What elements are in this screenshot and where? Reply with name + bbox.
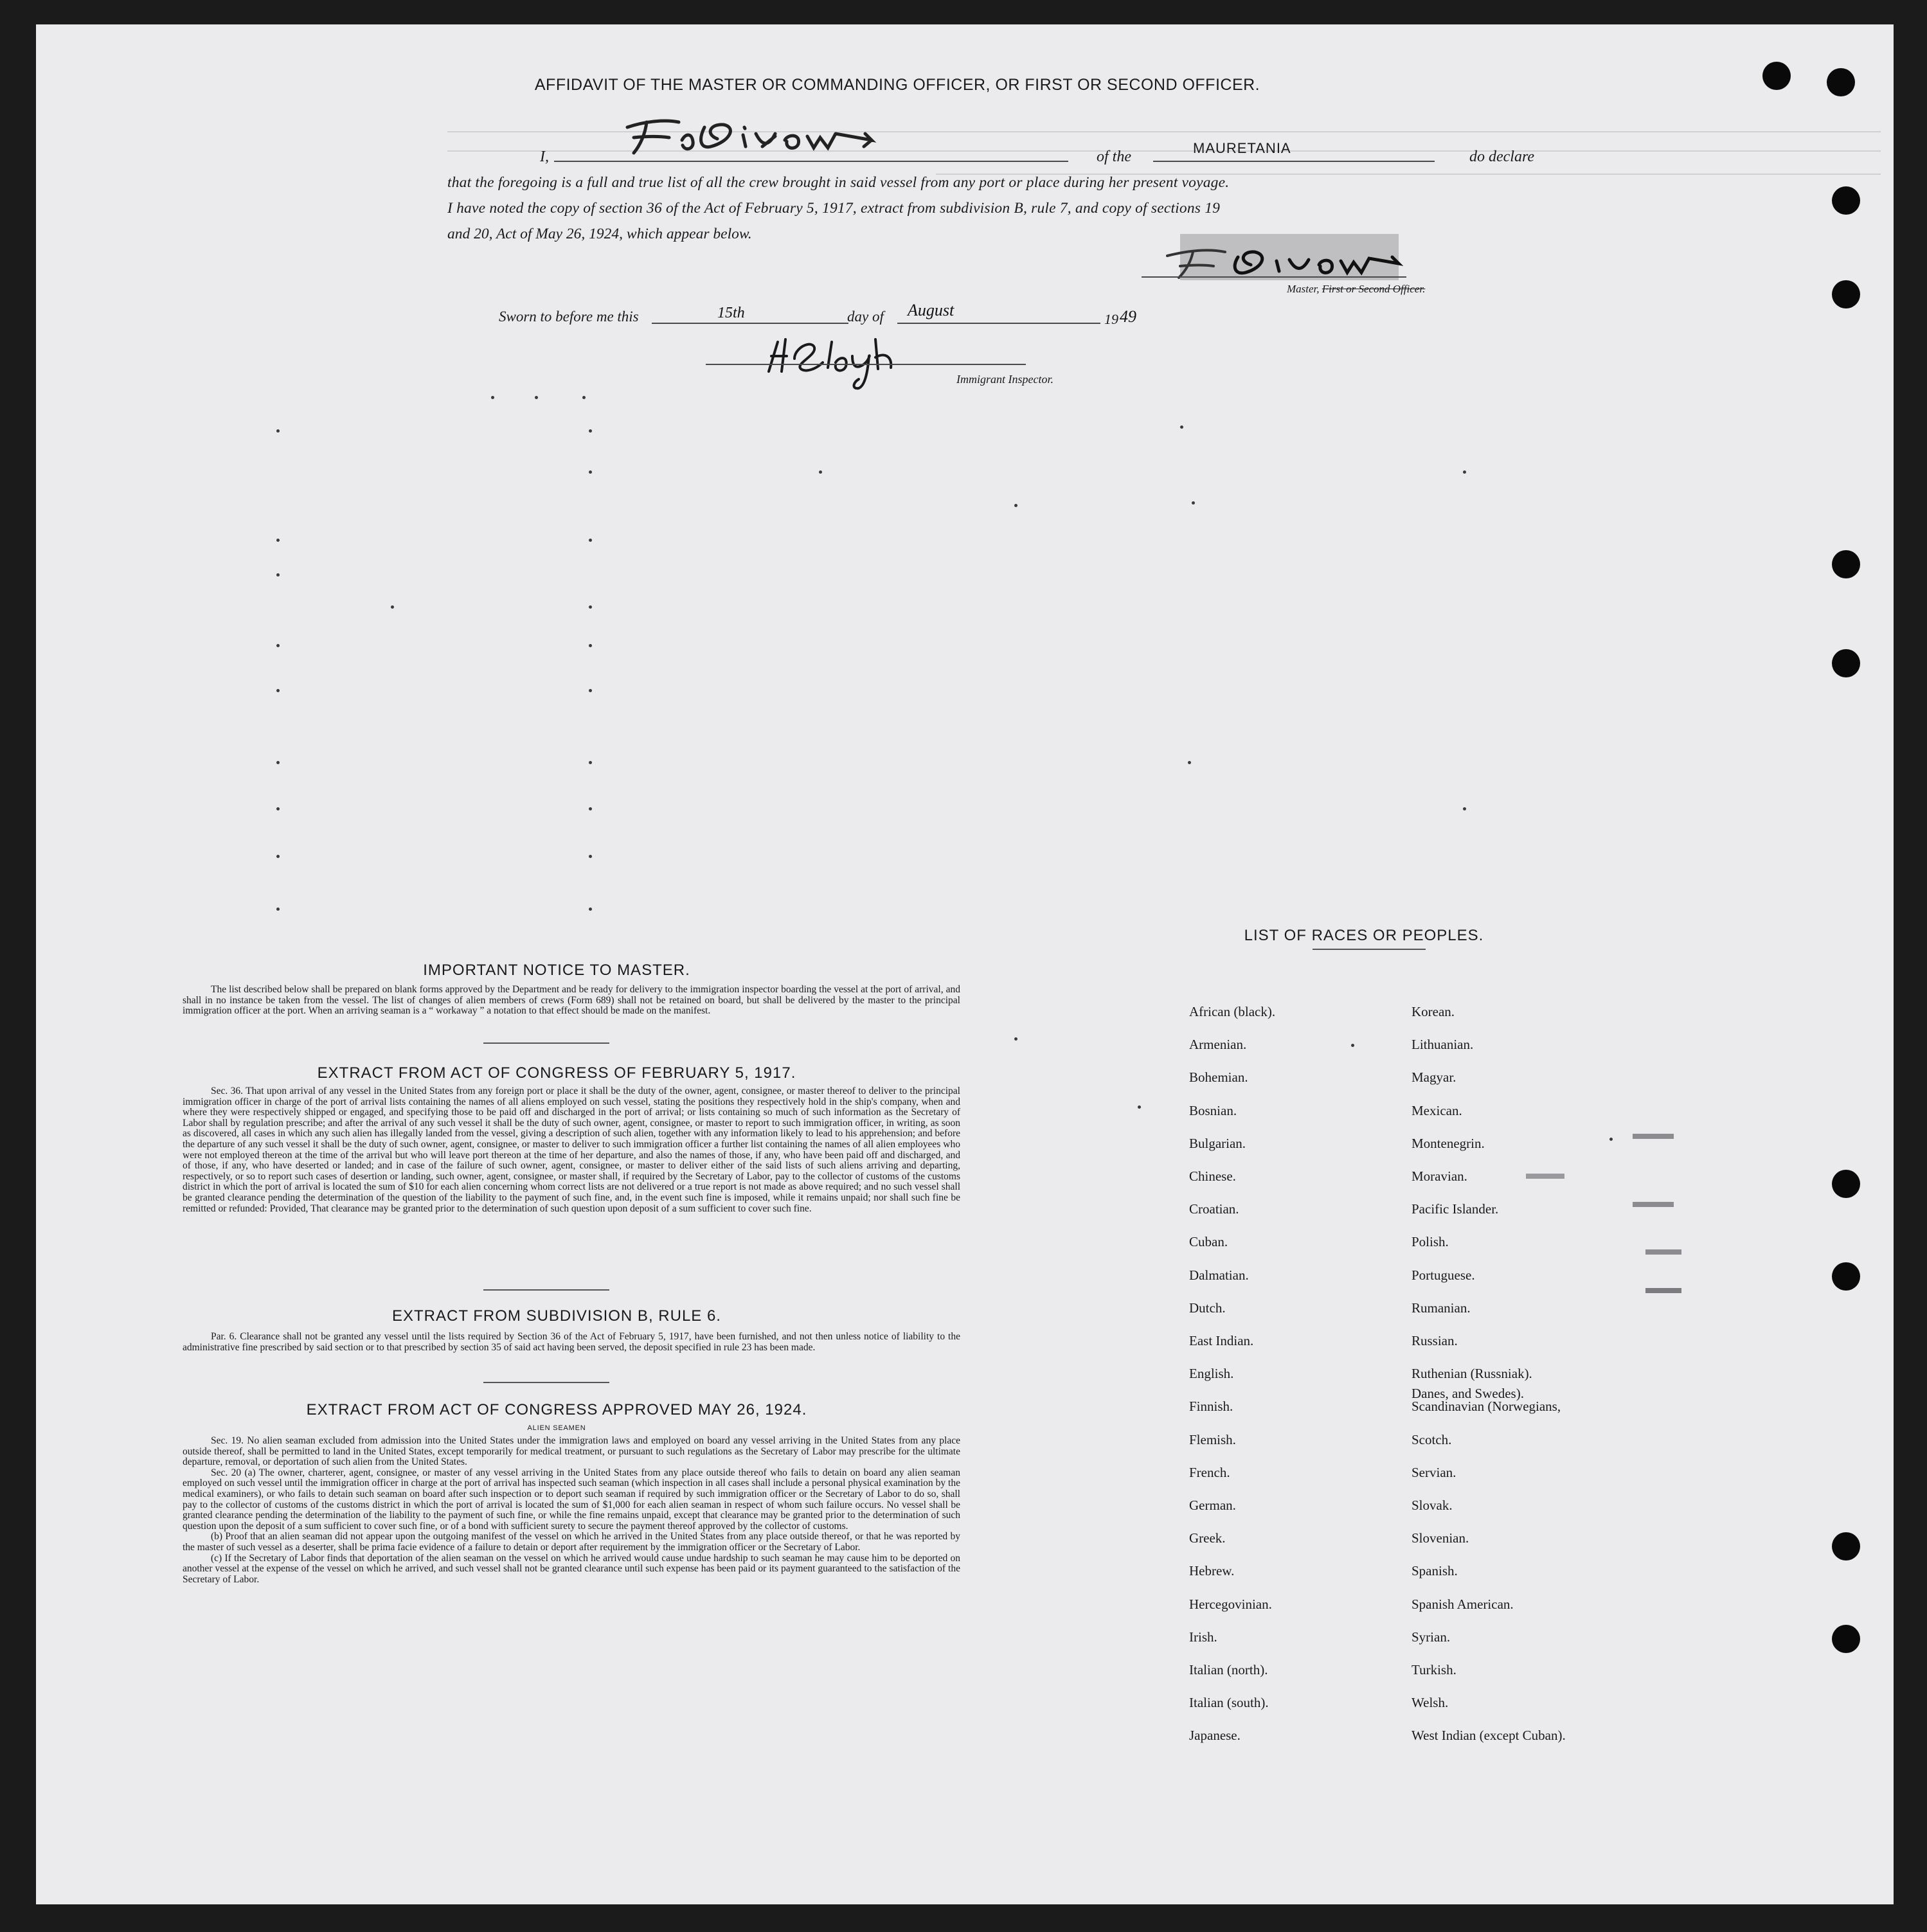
stray-mark: [589, 689, 592, 692]
stray-mark: [491, 396, 494, 399]
race-item: Korean.: [1412, 1004, 1455, 1019]
rule-6-body: [183, 1332, 960, 1353]
race-item: Slovak.: [1412, 1498, 1453, 1513]
stray-mark: [1188, 761, 1191, 764]
day-of-label: day of: [847, 309, 884, 325]
stray-mark: [1180, 425, 1183, 429]
punch-hole: [1832, 649, 1860, 677]
stray-mark: [1463, 470, 1466, 474]
stray-mark: [589, 908, 592, 911]
race-item: Portuguese.: [1412, 1267, 1475, 1283]
race-item: Hebrew.: [1189, 1563, 1235, 1579]
stray-mark: [1526, 1174, 1564, 1179]
inspector-signature: [756, 326, 974, 391]
stray-mark: [1138, 1105, 1141, 1109]
punch-hole: [1832, 186, 1860, 215]
race-item: Flemish.: [1189, 1431, 1236, 1447]
stray-mark: [276, 761, 280, 764]
race-item: Russian.: [1412, 1333, 1458, 1348]
race-item: Bosnian.: [1189, 1102, 1237, 1118]
affidavit-line-3: I have noted the copy of section 36 of the Act of February 5, 1917, extract from subdivision B, rule 7, and copy of sections 19: [447, 200, 1221, 217]
name-line: [554, 161, 1068, 162]
affidavit-title: AFFIDAVIT OF THE MASTER OR COMMANDING OFFICER, OR FIRST OR SECOND OFFICER.: [534, 76, 1260, 94]
race-item: Rumanian.: [1412, 1300, 1471, 1316]
sec-20b-text: (b) Proof that an alien seaman did not appear upon the outgoing manifest of the vessel on which he arrived in the United States from any place outside thereof, or that he was reported by the master of such vessel as a deserter, shall be prima facie evidence of a failure to detain or deport after requirement by the immigration officer or the Secretary of Labor.: [183, 1531, 960, 1553]
notice-body: [183, 985, 960, 1017]
sec-19-text: Sec. 19. No alien seaman excluded from admission into the United States under the immigration laws and employed on board any vessel arriving in the United States from any place outside thereof, shall be permitted to land in the United States, except temporarily for medical treatment, or pursuant to such regulations as the Secretary of Labor may prescribe for the ultimate departure, removal, or deportation of such alien from the United States.: [183, 1435, 960, 1468]
vessel-name: MAURETANIA: [1193, 140, 1291, 156]
stray-mark: [1609, 1138, 1613, 1141]
race-item: Scandinavian (Norwegians,: [1412, 1399, 1561, 1415]
sec-20c-text: (c) If the Secretary of Labor finds that deportation of the alien seaman on the vessel on which he arrived would cause undue hardship to such seaman he may cause him to be deported on another vessel at the expense of the vessel on which he arrived, and such vessel shall not be granted clearance until such expense has been paid or its payment guaranteed to the satisfaction of the Secretary of Labor.: [183, 1552, 960, 1585]
race-item: Japanese.: [1189, 1728, 1241, 1744]
stray-mark: [1014, 504, 1017, 507]
race-item: Montenegrin.: [1412, 1135, 1485, 1151]
extract-1917-text: Sec. 36. That upon arrival of any vessel in the United States from any foreign port or place it shall be the duty of the owner, agent, consignee, or master thereof to deliver to the principal immigration officer in charge of the port of arrival lists containing the names of all aliens employed on such vessel, stating the positions they respectively hold in the ship's company, when and where they were respectively shipped or engaged, and specifying those to be paid off and discharged in the port of arrival; or lists containing so much of such information as the Secretary of Labor shall by regulation prescribe; and after the arrival of any such vessel it shall be the duty of such owner, agent, consignee, or master to report to such immigration officer, in writing, as soon as discovered, all cases in which any such alien has illegally landed from the vessel, giving a description of such alien, together with any information likely to lead to his apprehension; and before the departure of any such vessel it shall be the duty of such owner, agent, consignee, or master to deliver to such immigration officer a further list containing the names of all alien employees who were not employed thereon at the time of the arrival but who will leave port thereon at the time of her departure, and also the names of those, if any, who have been paid off and discharged, and of those, if any, who have deserted or landed; and in case of the failure of such owner, agent, consignee, or master to deliver either of the said lists of such aliens arriving and departing, respectively, or so to report such cases of desertion or landing, such owner, agent, consignee, or master shall, if required by the Secretary of Labor, pay to the collector of customs of the customs district in which the port of arrival is located the sum of $10 for each alien concerning whom correct lists are not delivered or a true report is not made as above required; and no such vessel shall be granted clearance pending the determination of the question of the liability to the payment of such fine, and, in the event such fine is imposed, while it remains unpaid; nor shall such fine be remitted or refunded: Provided, That clearance may be granted prior to the determination of such question upon deposit of a sum sufficient to cover such fine.: [183, 1086, 960, 1214]
sworn-month-line: [897, 323, 1100, 324]
master-caption-master: Master,: [1287, 283, 1322, 295]
stray-mark: [1463, 807, 1466, 810]
master-signature-line: [1142, 276, 1406, 278]
race-item: Spanish.: [1412, 1563, 1458, 1579]
race-item: Servian.: [1412, 1464, 1456, 1480]
stray-mark: [589, 470, 592, 474]
race-item: Italian (south).: [1189, 1695, 1269, 1711]
race-item: Chinese.: [1189, 1168, 1236, 1184]
race-item: Pacific Islander.: [1412, 1201, 1499, 1217]
affidavit-line-2: that the foregoing is a full and true list of all the crew brought in said vessel from any port or place during her present voyage.: [447, 174, 1230, 191]
races-title: LIST OF RACES OR PEOPLES.: [1244, 927, 1484, 944]
extract-1917-body: [183, 1086, 960, 1214]
race-item: French.: [1189, 1464, 1230, 1480]
extract-1924-body: [183, 1436, 960, 1585]
document-page: [36, 24, 1894, 1904]
notice-text: The list described below shall be prepared on blank forms approved by the Department and be ready for delivery to the immigration inspector boarding the vessel at the port of arrival, and shall in no instance be taken from the vessel. The list of changes of alien members of crews (Form 689) shall not be retained on board, but shall be delivered by the master to the principal immigration officer at the port. When an arriving seaman is a “ workaway ” a notation to that effect should be made on the manifest.: [183, 984, 960, 1017]
races-divider: [1313, 949, 1426, 950]
stray-mark: [589, 429, 592, 433]
punch-hole: [1832, 1262, 1860, 1291]
section-divider: [483, 1042, 609, 1044]
race-item: Cuban.: [1189, 1234, 1228, 1250]
stray-mark: [276, 855, 280, 858]
year-prefix: 19: [1104, 311, 1118, 327]
punch-hole: [1832, 1170, 1860, 1198]
punch-hole: [1827, 68, 1855, 96]
notice-title: IMPORTANT NOTICE TO MASTER.: [423, 962, 690, 979]
sworn-day-line: [652, 323, 848, 324]
stray-mark: [276, 539, 280, 542]
stray-mark: [276, 807, 280, 810]
race-item: German.: [1189, 1498, 1236, 1513]
race-item: Bulgarian.: [1189, 1135, 1246, 1151]
race-item: Turkish.: [1412, 1662, 1456, 1677]
punch-hole: [1762, 62, 1791, 90]
stray-mark: [819, 470, 822, 474]
race-item: Hercegovinian.: [1189, 1596, 1272, 1612]
stray-mark: [1633, 1134, 1674, 1139]
race-item: Polish.: [1412, 1234, 1449, 1250]
sworn-label: Sworn to before me this: [499, 309, 639, 325]
sec-20a-text: Sec. 20 (a) The owner, charterer, agent, consignee, or master of any vessel arriving in the United States from any place outside thereof who fails to detain on board any alien seaman employed on such vessel until the immigration officer in charge at the port of arrival has inspected such seaman (which inspection in all cases shall include a personal physical examination by the medical examiners), or who fails to detain such seaman on board after such inspection or to deport such seaman if required by such immigration officer or the Secretary of Labor to do so, shall pay to the collector of customs of the customs district in which the port of arrival is located the sum of $1,000 for each alien seaman in respect of whom such failure occurs. No vessel shall be granted clearance pending the determination of the liability to the payment of such fine, or while the fine remains unpaid, except that clearance may be granted prior to the determination of such question upon the deposit of a sum sufficient to cover such fine, or of a bond with sufficient surety to secure the payment thereof approved by the collector of customs.: [183, 1467, 960, 1532]
race-item: Spanish American.: [1412, 1596, 1514, 1612]
race-item: Armenian.: [1189, 1037, 1247, 1053]
stray-mark: [1192, 501, 1195, 505]
affidavit-line-4: and 20, Act of May 26, 1924, which appear below.: [447, 226, 752, 242]
race-item: Magyar.: [1412, 1069, 1456, 1086]
race-item: Finnish.: [1189, 1399, 1233, 1415]
punch-hole: [1832, 1625, 1860, 1653]
vessel-line: [1153, 161, 1435, 162]
affidavit-i-label: I,: [540, 148, 549, 165]
master-caption: [1287, 283, 1425, 296]
stray-mark: [276, 573, 280, 577]
race-item: Croatian.: [1189, 1201, 1239, 1217]
race-item: Welsh.: [1412, 1695, 1449, 1711]
race-item: African (black).: [1189, 1004, 1276, 1019]
stray-mark: [276, 429, 280, 433]
year-suffix: 49: [1120, 307, 1136, 326]
punch-hole: [1832, 280, 1860, 309]
of-the-label: of the: [1097, 148, 1131, 165]
section-divider: [483, 1382, 609, 1383]
master-signature-top: [621, 108, 891, 159]
rule-6-text: Par. 6. Clearance shall not be granted any vessel until the lists required by Section 36 of the Act of February 5, 1917, have been furnished, and not then unless notice of liability to the administrative fine prescribed by said section or to that prescribed by section 35 of said act having been served, the deposit specified in rule 23 has been made.: [183, 1331, 960, 1353]
stray-mark: [589, 605, 592, 609]
stray-mark: [589, 539, 592, 542]
inspector-caption: Immigrant Inspector.: [956, 373, 1053, 386]
extract-1924-title: EXTRACT FROM ACT OF CONGRESS APPROVED MAY 26, 1924.: [306, 1401, 807, 1418]
race-item: East Indian.: [1189, 1333, 1254, 1348]
stray-mark: [1645, 1249, 1681, 1255]
sworn-month: August: [908, 301, 955, 319]
stray-mark: [535, 396, 538, 399]
punch-hole: [1832, 550, 1860, 578]
master-signature: [1142, 230, 1412, 288]
stray-mark: [589, 807, 592, 810]
stray-mark: [589, 761, 592, 764]
stray-mark: [1633, 1202, 1674, 1207]
race-item: Dutch.: [1189, 1300, 1226, 1316]
section-divider: [483, 1289, 609, 1291]
race-item-continuation: Danes, and Swedes).: [1412, 1386, 1524, 1401]
race-item: Bohemian.: [1189, 1069, 1248, 1086]
race-item: Irish.: [1189, 1629, 1217, 1645]
stray-mark: [582, 396, 586, 399]
inspector-signature-line: [706, 364, 1026, 365]
race-item: Ruthenian (Russniak).: [1412, 1366, 1532, 1382]
stray-mark: [1645, 1288, 1681, 1293]
stray-mark: [276, 644, 280, 647]
stray-mark: [276, 908, 280, 911]
race-item: Slovenian.: [1412, 1530, 1469, 1546]
stray-mark: [589, 855, 592, 858]
race-item: West Indian (except Cuban).: [1412, 1728, 1566, 1744]
race-item: Moravian.: [1412, 1168, 1467, 1184]
stray-mark: [1351, 1044, 1354, 1047]
stray-mark: [391, 605, 394, 609]
sworn-day: 15th: [717, 305, 745, 321]
master-caption-officer: First or Second Officer.: [1322, 283, 1426, 295]
do-declare-label: do declare: [1469, 148, 1535, 165]
alien-seamen-subtitle: ALIEN SEAMEN: [527, 1424, 586, 1432]
stray-mark: [276, 689, 280, 692]
race-item: Syrian.: [1412, 1629, 1451, 1645]
race-item: Greek.: [1189, 1530, 1226, 1546]
race-item: Dalmatian.: [1189, 1267, 1249, 1283]
race-item: Mexican.: [1412, 1102, 1462, 1118]
stray-mark: [1014, 1037, 1017, 1041]
extract-1917-title: EXTRACT FROM ACT OF CONGRESS OF FEBRUARY 5, 1917.: [317, 1064, 796, 1082]
stray-mark: [589, 644, 592, 647]
race-item: Lithuanian.: [1412, 1037, 1474, 1053]
race-item: Scotch.: [1412, 1431, 1452, 1447]
punch-hole: [1832, 1532, 1860, 1561]
race-item: Italian (north).: [1189, 1662, 1268, 1677]
rule-6-title: EXTRACT FROM SUBDIVISION B, RULE 6.: [392, 1307, 721, 1325]
race-item: English.: [1189, 1366, 1234, 1382]
